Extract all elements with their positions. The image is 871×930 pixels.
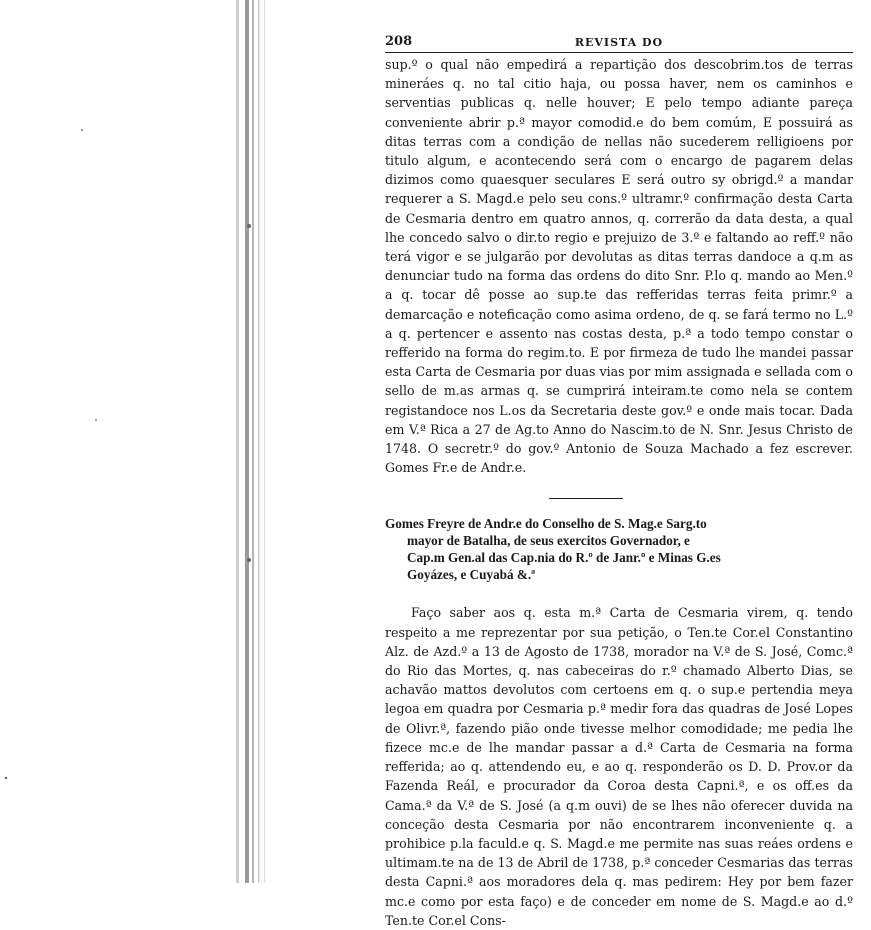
heading-line-1: Gomes Freyre de Andr.e do Conselho de S. Mag.e Sarg.to [385, 516, 707, 532]
body-paragraph-1: sup.º o qual não empedirá a repartição dos descobrim.tos de terras mineráes q. no tal citio haja, ou possa haver, nem os caminhos e serventias publicas q. nelle houver; E pelo tempo adiante pareça conveniente abrir p.ª mayor comodid.e do bem comúm, E possuirá as ditas terras com a condição de nellas não sucederem relligioens por titulo algum, e acontecendo será com o encargo de pagarem delas dizimos como quaesquer seculares E será outro sy obrigd.º a mandar requerer a S. Magd.e pelo seu cons.º ultramr.º confirmação desta Carta de Cesmaria dentro em quatro annos, q. correrão da data desta, a qual lhe concedo salvo o dir.to regio e prejuizo de 3.º e faltando ao reff.º não terá vigor e se julgarão por devolutas as ditas terras dandoce a q.m as denunciar tudo na forma das ordens do dito Snr. P.lo q. mando ao Men.º a q. tocar dê posse ao sup.te das refferidas terras feita primr.º a demarcação e noteficação como asima ordeno, de q. se fará termo no L.º a q. pertencer e assento nas costas desta, p.ª a todo tempo constar o refferido na forma do regim.to. E por firmeza de tudo lhe mandei passar esta Carta de Cesmaria por duas vias por mim assignada e sellada com o sello de m.as armas q. se cumprirá inteiram.te como nela se contem registandoce nos L.os da Secretaria deste gov.º e onde mais tocar. Dada em V.ª Rica a 27 de Ag.to Anno do Nascim.to de N. Snr. Jesus Christo de 1748. O secretr.º do gov.º Antonio de Souza Machado a fez escrever. Gomes Fr.e de Andr.e. [385, 57, 853, 476]
book-page [385, 30, 853, 928]
heading-line-3: Cap.m Gen.al das Cap.nia do R.º de Janr.º e Minas G.es [407, 550, 721, 566]
heading-line-2: mayor de Batalha, de seus exercitos Governador, e [407, 533, 690, 549]
section-heading [385, 515, 853, 583]
journal-title: REVISTA DO [574, 36, 664, 49]
running-head [385, 30, 853, 53]
body-paragraph-2: Faço saber aos q. esta m.ª Carta de Cesmaria virem, q. tendo respeito a me reprezentar por sua petição, o Ten.te Cor.el Constantino Alz. de Azd.º a 13 de Agosto de 1738, morador na V.ª de S. José, Comc.ª do Rio das Mortes, q. nas cabeceiras do r.º chamado Alberto Dias, se achavão mattos devolutos com certoens em q. o sup.e pertendia meya legoa em quadra por Cesmaria p.ª medir fora das quadras de José Lopes de Olivr.ª, fazendo pião onde tivesse melhor comodidade; me pedia lhe fizece mc.e de lhe mandar passar a d.ª Carta de Cesmaria na forma refferida; ao q. attendendo eu, e ao q. responderão os D. D. Prov.or da Fazenda Reál, e procurador da Coroa desta Capni.ª, e os off.es da Cama.ª da V.ª de S. José (a q.m ouvi) de se lhes não oferecer duvida na conceção desta Cesmaria por não encontrarem inconveniente q. a prohibice p.la faculd.e q. S. Magd.e me permite nas suas reáes ordens e ultimam.te na de 13 de Abril de 1738, p.ª conceder Cesmarias das terras desta Capni.ª aos moradores dela q. mas pedirem: Hey por bem fazer mc.e como por esta faço) e de conceder em nome de S. Magd.e ao d.º Ten.te Cor.el Cons- [385, 605, 853, 928]
page-number: 208 [385, 34, 413, 49]
page-gutter [0, 0, 300, 883]
heading-line-4: Goyázes, e Cuyabá &.ª [407, 567, 536, 583]
section-divider [549, 498, 623, 499]
